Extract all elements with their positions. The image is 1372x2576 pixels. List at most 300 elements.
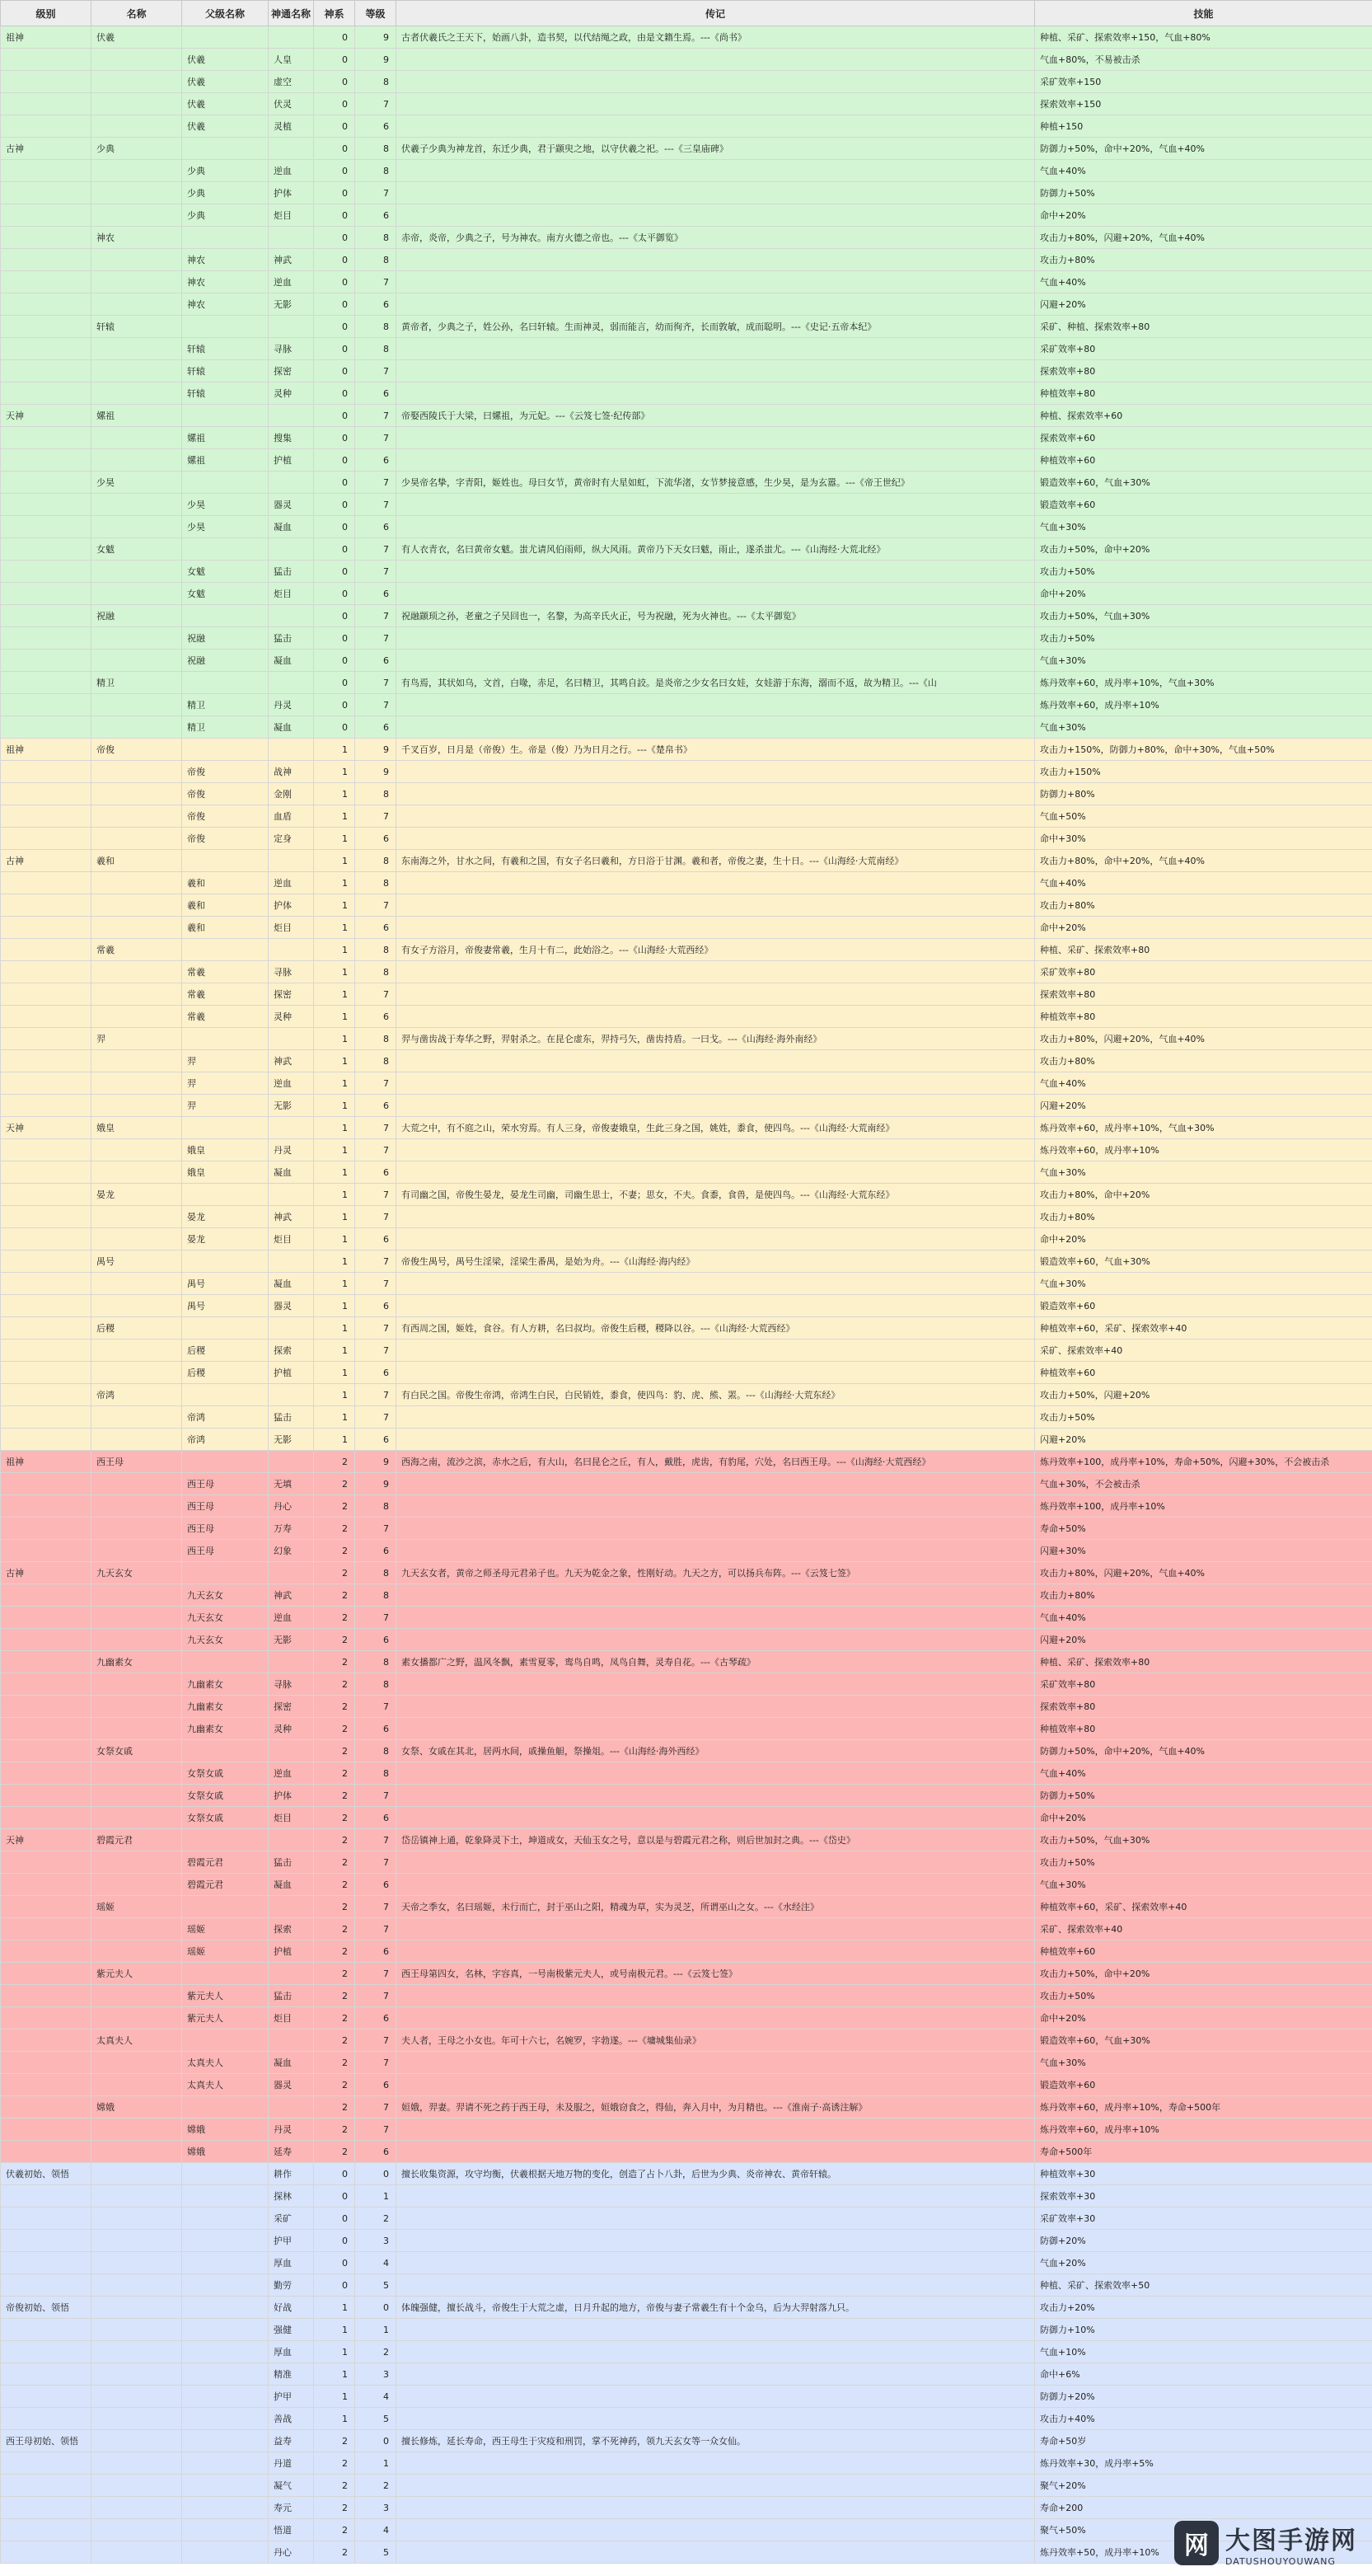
cell-level <box>1 2452 91 2475</box>
cell-name <box>91 1540 182 1562</box>
cell-skills: 炼丹效率+100，成丹率+10% <box>1035 1495 1372 1518</box>
cell-skills: 命中+20% <box>1035 583 1372 605</box>
cell-ability <box>269 2029 314 2052</box>
cell-biography <box>396 2341 1035 2363</box>
table-row <box>1 1406 1372 1429</box>
table-row <box>1 1295 1372 1317</box>
cell-ability <box>269 1028 314 1050</box>
cell-skills: 攻击力+80%，闪避+20%，气血+40% <box>1035 227 1372 249</box>
cell-lineage: 0 <box>314 160 355 182</box>
cell-grade: 9 <box>355 1451 396 1473</box>
header-lineage[interactable]: 神系 <box>314 1 355 26</box>
cell-grade: 8 <box>355 1673 396 1696</box>
cell-parent: 羿 <box>182 1072 269 1095</box>
cell-ability: 灵植 <box>269 115 314 138</box>
cell-biography <box>396 1540 1035 1562</box>
cell-biography <box>396 427 1035 449</box>
cell-lineage: 1 <box>314 805 355 828</box>
cell-lineage: 1 <box>314 828 355 850</box>
cell-lineage: 1 <box>314 1139 355 1161</box>
table-row <box>1 449 1372 472</box>
cell-skills: 命中+6% <box>1035 2363 1372 2386</box>
cell-grade: 6 <box>355 293 396 316</box>
cell-parent <box>182 739 269 761</box>
cell-parent <box>182 605 269 627</box>
cell-biography <box>396 1607 1035 1629</box>
cell-lineage: 1 <box>314 850 355 872</box>
cell-grade: 2 <box>355 2341 396 2363</box>
cell-skills: 采矿、探索效率+40 <box>1035 1340 1372 1362</box>
cell-biography: 有司幽之国，帝俊生晏龙，晏龙生司幽，司幽生思士，不妻；思女，不夫。食黍，食兽，是使四鸟。---《山海经·大荒东经》 <box>396 1184 1035 1206</box>
cell-lineage: 1 <box>314 1072 355 1095</box>
cell-skills: 种植效率+30 <box>1035 2163 1372 2185</box>
cell-level <box>1 2497 91 2519</box>
cell-skills: 气血+40% <box>1035 1072 1372 1095</box>
cell-parent <box>182 2497 269 2519</box>
cell-name <box>91 360 182 382</box>
cell-grade: 7 <box>355 538 396 561</box>
cell-parent: 禺号 <box>182 1295 269 1317</box>
table-row <box>1 650 1372 672</box>
cell-lineage: 2 <box>314 1785 355 1807</box>
cell-grade: 4 <box>355 2519 396 2541</box>
cell-grade: 6 <box>355 716 396 739</box>
cell-level <box>1 1874 91 1896</box>
cell-skills: 采矿效率+80 <box>1035 1673 1372 1696</box>
cell-ability <box>269 739 314 761</box>
cell-name <box>91 2185 182 2208</box>
cell-grade: 7 <box>355 1317 396 1340</box>
cell-level <box>1 1851 91 1874</box>
cell-biography: 帝俊生禺号，禺号生淫梁，淫梁生番禺，是始为舟。---《山海经·海内经》 <box>396 1250 1035 1273</box>
cell-name: 羲和 <box>91 850 182 872</box>
cell-biography <box>396 93 1035 115</box>
cell-ability <box>269 1317 314 1340</box>
cell-parent: 娥皇 <box>182 1161 269 1184</box>
cell-level <box>1 1273 91 1295</box>
cell-name <box>91 2274 182 2297</box>
cell-biography <box>396 1985 1035 2007</box>
cell-level <box>1 828 91 850</box>
cell-parent <box>182 1651 269 1673</box>
cell-level <box>1 1785 91 1807</box>
cell-ability <box>269 1384 314 1406</box>
cell-parent <box>182 2163 269 2185</box>
cell-name <box>91 2319 182 2341</box>
cell-grade: 6 <box>355 1940 396 1963</box>
cell-name <box>91 2408 182 2430</box>
cell-grade: 8 <box>355 1740 396 1762</box>
cell-skills: 采矿效率+150 <box>1035 71 1372 93</box>
cell-grade: 6 <box>355 1228 396 1250</box>
table-row <box>1 1918 1372 1940</box>
cell-grade: 6 <box>355 1874 396 1896</box>
table-row <box>1 49 1372 71</box>
cell-parent: 祝融 <box>182 650 269 672</box>
cell-ability <box>269 1963 314 1985</box>
cell-name <box>91 1139 182 1161</box>
cell-level <box>1 1718 91 1740</box>
cell-name <box>91 1473 182 1495</box>
cell-name <box>91 1095 182 1117</box>
cell-grade: 5 <box>355 2541 396 2564</box>
table-row <box>1 1228 1372 1250</box>
cell-grade: 1 <box>355 2185 396 2208</box>
cell-name <box>91 1718 182 1740</box>
cell-parent: 羲和 <box>182 917 269 939</box>
cell-biography <box>396 1584 1035 1607</box>
cell-ability: 无填 <box>269 1473 314 1495</box>
cell-parent: 九幽素女 <box>182 1673 269 1696</box>
cell-lineage: 2 <box>314 1540 355 1562</box>
table-row <box>1 2541 1372 2564</box>
cell-biography <box>396 1785 1035 1807</box>
cell-parent: 轩辕 <box>182 338 269 360</box>
cell-level <box>1 1985 91 2007</box>
cell-lineage: 0 <box>314 538 355 561</box>
cell-biography <box>396 1006 1035 1028</box>
cell-parent <box>182 2408 269 2430</box>
cell-skills: 攻击力+50% <box>1035 1851 1372 1874</box>
cell-level: 祖神 <box>1 1451 91 1473</box>
cell-level <box>1 1250 91 1273</box>
cell-name <box>91 1607 182 1629</box>
cell-ability: 炬目 <box>269 204 314 227</box>
cell-skills: 气血+30% <box>1035 516 1372 538</box>
cell-grade: 6 <box>355 382 396 405</box>
table-row <box>1 93 1372 115</box>
cell-lineage: 2 <box>314 1874 355 1896</box>
table-row <box>1 1629 1372 1651</box>
cell-grade: 7 <box>355 360 396 382</box>
cell-name <box>91 516 182 538</box>
cell-level <box>1 360 91 382</box>
cell-ability <box>269 1117 314 1139</box>
cell-lineage: 2 <box>314 2119 355 2141</box>
cell-ability: 凝血 <box>269 2052 314 2074</box>
cell-ability: 延寿 <box>269 2141 314 2163</box>
cell-biography: 帝娶西陵氏于大梁，曰嫘祖，为元妃。---《云笈七签·纪传部》 <box>396 405 1035 427</box>
cell-lineage: 1 <box>314 1117 355 1139</box>
cell-ability <box>269 1562 314 1584</box>
cell-biography <box>396 338 1035 360</box>
cell-name: 轩辕 <box>91 316 182 338</box>
table-row <box>1 160 1372 182</box>
cell-level <box>1 605 91 627</box>
cell-name <box>91 1629 182 1651</box>
cell-ability <box>269 1451 314 1473</box>
cell-grade: 7 <box>355 271 396 293</box>
cell-grade: 3 <box>355 2230 396 2252</box>
cell-lineage: 0 <box>314 115 355 138</box>
cell-parent: 少昊 <box>182 516 269 538</box>
cell-skills: 锻造效率+60，气血+30% <box>1035 472 1372 494</box>
cell-name <box>91 1874 182 1896</box>
cell-parent: 女祭女戚 <box>182 1762 269 1785</box>
cell-grade: 6 <box>355 204 396 227</box>
table-row <box>1 2074 1372 2096</box>
cell-level <box>1 115 91 138</box>
cell-parent: 少典 <box>182 160 269 182</box>
table-row <box>1 26 1372 49</box>
cell-lineage: 0 <box>314 271 355 293</box>
cell-level: 祖神 <box>1 26 91 49</box>
table-row <box>1 204 1372 227</box>
cell-lineage: 2 <box>314 2096 355 2119</box>
cell-grade: 7 <box>355 894 396 917</box>
table-row <box>1 1896 1372 1918</box>
cell-skills: 探索效率+80 <box>1035 360 1372 382</box>
cell-grade: 0 <box>355 2430 396 2452</box>
cell-level <box>1 1362 91 1384</box>
cell-parent <box>182 227 269 249</box>
cell-biography <box>396 115 1035 138</box>
table-row <box>1 961 1372 983</box>
cell-biography: 羿与凿齿战于寿华之野，羿射杀之。在昆仑虚东，羿持弓矢，凿齿持盾。一曰戈。---《山海经·海外南经》 <box>396 1028 1035 1050</box>
table-row <box>1 694 1372 716</box>
cell-biography <box>396 1874 1035 1896</box>
cell-lineage: 1 <box>314 961 355 983</box>
table-row <box>1 1607 1372 1629</box>
table-row <box>1 1518 1372 1540</box>
cell-level <box>1 1584 91 1607</box>
cell-lineage: 0 <box>314 293 355 316</box>
cell-biography <box>396 2541 1035 2564</box>
cell-grade: 7 <box>355 2096 396 2119</box>
cell-grade: 8 <box>355 138 396 160</box>
table-row <box>1 2208 1372 2230</box>
cell-name <box>91 2519 182 2541</box>
cell-level <box>1 650 91 672</box>
cell-biography <box>396 1673 1035 1696</box>
cell-ability: 厚血 <box>269 2341 314 2363</box>
table-row <box>1 1095 1372 1117</box>
cell-skills: 防御力+50%，命中+20%，气血+40% <box>1035 1740 1372 1762</box>
cell-parent <box>182 2386 269 2408</box>
cell-parent <box>182 2029 269 2052</box>
cell-name <box>91 1072 182 1095</box>
cell-lineage: 0 <box>314 338 355 360</box>
cell-parent: 羲和 <box>182 872 269 894</box>
cell-parent <box>182 2341 269 2363</box>
cell-level <box>1 917 91 939</box>
cell-biography <box>396 1139 1035 1161</box>
cell-skills: 种植效率+60 <box>1035 1940 1372 1963</box>
cell-level: 古神 <box>1 138 91 160</box>
cell-ability: 探密 <box>269 983 314 1006</box>
cell-name <box>91 115 182 138</box>
cell-level <box>1 627 91 650</box>
cell-biography <box>396 805 1035 828</box>
cell-grade: 7 <box>355 1696 396 1718</box>
cell-skills: 探索效率+60 <box>1035 427 1372 449</box>
cell-skills: 攻击力+50% <box>1035 627 1372 650</box>
cell-ability <box>269 1250 314 1273</box>
cell-biography <box>396 1918 1035 1940</box>
cell-name <box>91 2052 182 2074</box>
cell-skills: 攻击力+50%，命中+20% <box>1035 1963 1372 1985</box>
cell-lineage: 1 <box>314 894 355 917</box>
table-row <box>1 71 1372 93</box>
cell-ability: 虚空 <box>269 71 314 93</box>
cell-parent: 紫元夫人 <box>182 2007 269 2029</box>
cell-biography <box>396 894 1035 917</box>
cell-parent: 九天玄女 <box>182 1584 269 1607</box>
cell-level <box>1 2341 91 2363</box>
cell-lineage: 0 <box>314 2274 355 2297</box>
table-row <box>1 2319 1372 2341</box>
cell-biography: 擅长收集资源，攻守均衡，伏羲根据天地万物的变化，创造了占卜八卦，后世为少典、炎帝神农、黄帝轩辕。 <box>396 2163 1035 2185</box>
header-level[interactable]: 级别 <box>1 1 91 26</box>
cell-grade: 6 <box>355 1807 396 1829</box>
cell-grade: 3 <box>355 2497 396 2519</box>
cell-name <box>91 716 182 739</box>
table-row <box>1 1562 1372 1584</box>
cell-skills: 锻造效率+60 <box>1035 2074 1372 2096</box>
cell-skills: 寿命+50岁 <box>1035 2430 1372 2452</box>
cell-skills: 闪避+20% <box>1035 1429 1372 1451</box>
header-parent[interactable]: 父级名称 <box>182 1 269 26</box>
cell-biography <box>396 761 1035 783</box>
cell-parent: 女魃 <box>182 583 269 605</box>
cell-parent: 女魃 <box>182 561 269 583</box>
cell-level <box>1 2208 91 2230</box>
cell-lineage: 2 <box>314 1851 355 1874</box>
cell-lineage: 0 <box>314 472 355 494</box>
cell-parent: 西王母 <box>182 1540 269 1562</box>
header-row <box>1 1 1372 26</box>
cell-biography <box>396 293 1035 316</box>
cell-parent <box>182 2430 269 2452</box>
table-row <box>1 1317 1372 1340</box>
cell-parent: 嫘祖 <box>182 427 269 449</box>
cell-level: 祖神 <box>1 739 91 761</box>
cell-biography: 西王母第四女，名林，字容真，一号南极紫元夫人，或号南极元君。---《云笈七签》 <box>396 1963 1035 1985</box>
cell-parent: 精卫 <box>182 716 269 739</box>
cell-ability: 益寿 <box>269 2430 314 2452</box>
cell-skills: 命中+30% <box>1035 828 1372 850</box>
header-ability[interactable]: 神通名称 <box>269 1 314 26</box>
cell-lineage: 0 <box>314 2208 355 2230</box>
cell-lineage: 1 <box>314 1228 355 1250</box>
cell-skills: 攻击力+50%，闪避+20% <box>1035 1384 1372 1406</box>
cell-name: 瑶姬 <box>91 1896 182 1918</box>
cell-level <box>1 1206 91 1228</box>
cell-lineage: 0 <box>314 672 355 694</box>
cell-level <box>1 716 91 739</box>
cell-skills: 采矿效率+80 <box>1035 961 1372 983</box>
table-row <box>1 2119 1372 2141</box>
cell-biography: 西海之南，流沙之滨，赤水之后，有大山，名曰昆仑之丘，有人，戴胜，虎齿，有豹尾，穴处，名曰西王母。---《山海经·大荒西经》 <box>396 1451 1035 1473</box>
cell-level <box>1 1651 91 1673</box>
table-row <box>1 2163 1372 2185</box>
cell-name <box>91 583 182 605</box>
cell-skills: 防御力+50% <box>1035 1785 1372 1807</box>
cell-lineage: 2 <box>314 2074 355 2096</box>
cell-grade: 6 <box>355 2141 396 2163</box>
cell-lineage: 0 <box>314 182 355 204</box>
header-grade[interactable]: 等级 <box>355 1 396 26</box>
cell-ability: 猛击 <box>269 1985 314 2007</box>
cell-biography <box>396 627 1035 650</box>
cell-ability: 丹灵 <box>269 694 314 716</box>
cell-ability: 悟道 <box>269 2519 314 2541</box>
cell-biography: 祝融颛顼之孙，老童之子吴回也一，名黎，为高辛氏火正，号为祝融，死为火神也。---《太平御览》 <box>396 605 1035 627</box>
cell-parent: 瑶姬 <box>182 1940 269 1963</box>
table-row <box>1 917 1372 939</box>
cell-lineage: 1 <box>314 1295 355 1317</box>
cell-grade: 7 <box>355 983 396 1006</box>
cell-grade: 7 <box>355 1607 396 1629</box>
cell-skills: 采矿、探索效率+40 <box>1035 1918 1372 1940</box>
cell-parent: 帝俊 <box>182 828 269 850</box>
cell-level <box>1 2363 91 2386</box>
cell-level <box>1 2274 91 2297</box>
cell-grade: 7 <box>355 1896 396 1918</box>
cell-grade: 3 <box>355 2363 396 2386</box>
cell-name <box>91 1362 182 1384</box>
cell-name <box>91 761 182 783</box>
cell-lineage: 0 <box>314 516 355 538</box>
cell-grade: 6 <box>355 828 396 850</box>
cell-ability: 凝血 <box>269 716 314 739</box>
cell-biography <box>396 1807 1035 1829</box>
cell-name <box>91 382 182 405</box>
cell-biography <box>396 1161 1035 1184</box>
cell-level <box>1 538 91 561</box>
cell-skills: 攻击力+50%，气血+30% <box>1035 605 1372 627</box>
cell-level <box>1 2119 91 2141</box>
cell-parent <box>182 2274 269 2297</box>
cell-ability: 护体 <box>269 182 314 204</box>
header-biography[interactable]: 传记 <box>396 1 1035 26</box>
cell-biography <box>396 1206 1035 1228</box>
cell-grade: 7 <box>355 1918 396 1940</box>
cell-level <box>1 2185 91 2208</box>
cell-biography <box>396 1473 1035 1495</box>
table-row <box>1 182 1372 204</box>
cell-biography: 有人衣青衣，名曰黄帝女魃。蚩尤请风伯雨师，纵大风雨。黄帝乃下天女曰魃，雨止，遂杀蚩尤。---《山海经·大荒北经》 <box>396 538 1035 561</box>
cell-ability: 丹灵 <box>269 1139 314 1161</box>
cell-name: 太真夫人 <box>91 2029 182 2052</box>
cell-lineage: 0 <box>314 494 355 516</box>
cell-name: 西王母 <box>91 1451 182 1473</box>
cell-parent <box>182 850 269 872</box>
cell-biography <box>396 2141 1035 2163</box>
cell-parent: 女祭女戚 <box>182 1807 269 1829</box>
cell-level <box>1 1184 91 1206</box>
cell-level <box>1 1762 91 1785</box>
cell-level <box>1 2519 91 2541</box>
table-row <box>1 2007 1372 2029</box>
cell-biography <box>396 1696 1035 1718</box>
cell-biography <box>396 382 1035 405</box>
header-name[interactable]: 名称 <box>91 1 182 26</box>
cell-name <box>91 2074 182 2096</box>
table-row <box>1 1985 1372 2007</box>
cell-ability: 器灵 <box>269 2074 314 2096</box>
cell-level <box>1 1918 91 1940</box>
table-row <box>1 739 1372 761</box>
cell-parent: 少典 <box>182 182 269 204</box>
table-row <box>1 494 1372 516</box>
header-skills[interactable]: 技能 <box>1035 1 1372 26</box>
cell-parent: 羿 <box>182 1050 269 1072</box>
cell-ability: 丹灵 <box>269 2119 314 2141</box>
cell-parent <box>182 2519 269 2541</box>
cell-parent <box>182 1184 269 1206</box>
table-row <box>1 1139 1372 1161</box>
